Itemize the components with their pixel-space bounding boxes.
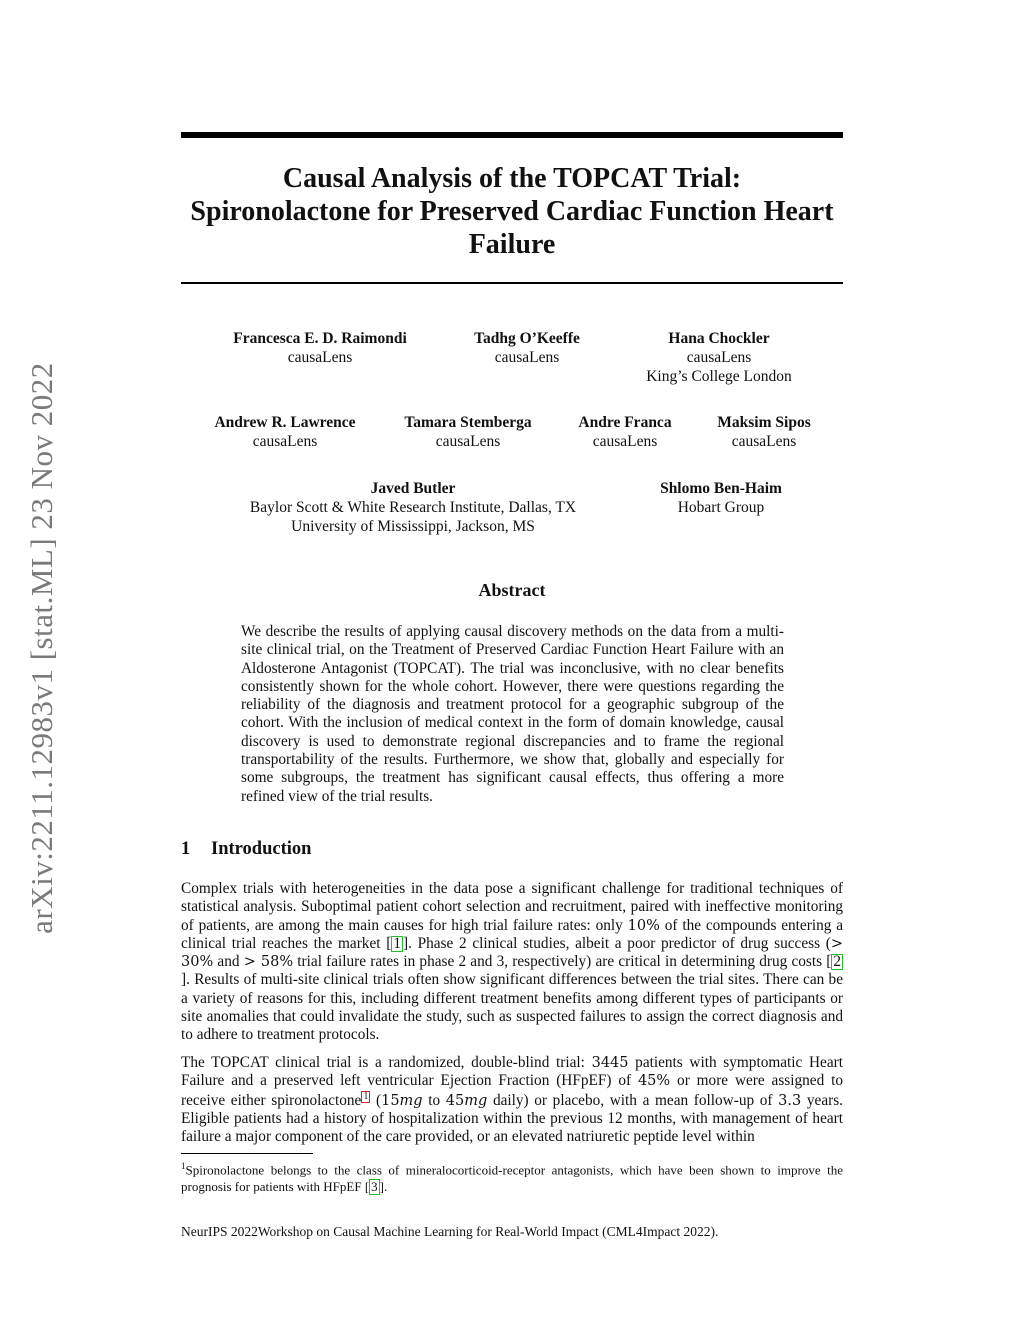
author-name: Tadhg O’Keeffe	[474, 330, 580, 347]
text-run: patients with symptomatic Heart Failure and a preserved left ventricular Ejection Fraction (HFpEF) of	[181, 1054, 843, 1090]
intro-paragraph-2	[181, 1054, 843, 1146]
author-affiliation: causaLens	[252, 433, 318, 450]
author-name: Javed Butler	[370, 480, 456, 497]
footnote: $^1$Spironolactone belongs to the class of mineralocorticoid-receptor antagonists, which have been shown to improve the prognosis for patients with HFpEF [ 3 ].	[181, 1161, 843, 1195]
author-affiliation: King’s College London	[646, 368, 792, 385]
text-run: or more were assigned to receive either spironolactone	[181, 1072, 843, 1109]
title-bottom-rule	[181, 282, 843, 284]
text-run: trial failure rates in phase 2 and 3, respectively) are critical in determining drug costs	[293, 953, 827, 971]
author-block	[404, 413, 531, 451]
math-inline: mg	[464, 1092, 488, 1109]
arxiv-identifier: arXiv:2211.12983v1 [stat.ML] 23 Nov 2022	[24, 362, 59, 934]
author-affiliation: Baylor Scott & White Research Institute, Dallas, TX	[249, 499, 577, 516]
text-run: (	[370, 1091, 382, 1109]
text-run: . Phase 2 clinical studies, albeit a poor predictor of drug success (	[408, 934, 831, 952]
math-inline: 45%	[637, 1073, 671, 1090]
intro-paragraph-1: Complex trials with heterogeneities in the data pose a significant challenge for traditional techniques of statistical analysis. Suboptimal patient cohort selection and recruitment, paired with ineffective monitoring of patients, are among the main causes for high trial failure rates: only 10% of the compounds entering a clinical trial reaches the market [ 1 ]. Phase 2 clinical studies, albeit a poor predictor of drug success (> 30% and > 58% trial failure rates in phase 2 and 3, respectively) are critical in determining drug costs [ 2]. Results of multi-site clinical trials often show significant differences between the trial sites. There can be a variety of reasons for this, including different treatment benefits among different types of participants or site anomalies that could invalidate the study, such as suspected failures to assign the correct diagnosis and to adhere to treatment protocols.	[181, 880, 844, 1044]
author-affiliation: causaLens	[731, 433, 797, 450]
venue-line: NeurIPS 2022Workshop on Causal Machine Learning for Real-World Impact (CML4Impact 2022).	[181, 1224, 719, 1239]
section-title: Introduction	[211, 839, 312, 859]
math-inline: 3.3	[778, 1092, 802, 1109]
math-inline: 15	[381, 1092, 400, 1109]
author-name: Maksim Sipos	[717, 414, 811, 431]
author-affiliation: causaLens	[592, 433, 658, 450]
abstract-body: We describe the results of applying causal discovery methods on the data from a multi-site clinical trial, on the Treatment of Preserved Cardiac Function Heart Failure with an Aldosterone Antagonist (TOPCAT). The trial was inconclusive, with no clear benefits consistently shown for the whole cohort. However, there were questions regarding the reliability of the diagnosis and treatment protocol for a geographic subgroup of the cohort. With the inclusion of medical context in the form of domain knowledge, causal discovery is used to demonstrate regional discrepancies and to frame the regional transportability of the results. Furthermore, we show that, globally and especially for some subgroups, the treatment has significant causal effects, thus offering a more refined view of the trial results.	[241, 623, 784, 805]
footnote-mark: 1	[181, 1161, 186, 1171]
section-heading	[181, 839, 311, 860]
author-block	[474, 329, 580, 367]
author-affiliation: causaLens	[287, 349, 353, 366]
math-inline: > 58%	[243, 954, 294, 971]
section-number: 1	[181, 839, 191, 859]
author-affiliation: causaLens	[686, 349, 752, 366]
title-line-3: Failure	[468, 229, 556, 260]
title-line-1: Causal Analysis of the TOPCAT Trial:	[282, 163, 742, 194]
author-name: Andrew R. Lawrence	[214, 414, 356, 431]
text-run: .	[384, 1179, 388, 1195]
author-block	[646, 329, 792, 386]
author-block	[578, 413, 671, 451]
text-run: years. Eligible patients had a history of hospitalization within the previous 12 months, with management of heart failure a major component of the care provided, or an elevated natriuretic peptide level within	[181, 1091, 843, 1146]
author-name: Andre Franca	[578, 414, 672, 431]
author-name: Francesca E. D. Raimondi	[233, 330, 407, 347]
title-line-2: Spironolactone for Preserved Cardiac Function Heart	[190, 196, 834, 227]
text-run: of the compounds entering a clinical trial reaches the market	[181, 916, 844, 952]
title-top-rule	[181, 132, 843, 138]
footnote-link[interactable]: 1	[363, 1090, 369, 1102]
author-affiliation: causaLens	[494, 349, 560, 366]
author-affiliation: University of Mississippi, Jackson, MS	[291, 518, 535, 535]
author-block	[214, 413, 355, 451]
author-block	[250, 479, 576, 536]
math-inline: > 30%	[181, 935, 843, 971]
text-run: Complex trials with heterogeneities in the data pose a significant challenge for traditional techniques of statistical analysis. Suboptimal patient cohort selection and recruitment, paired with ineffective monitoring of patients, are among the main causes for high trial failure rates: only	[181, 880, 843, 934]
paper-title	[181, 162, 843, 261]
text-run: The TOPCAT clinical trial is a randomized, double-blind trial:	[181, 1054, 592, 1071]
author-affiliation: Hobart Group	[677, 499, 765, 516]
author-block	[233, 329, 407, 367]
author-name: Hana Chockler	[668, 330, 770, 347]
math-inline: mg	[399, 1092, 423, 1109]
text-run: and	[213, 953, 244, 971]
author-name: Shlomo Ben-Haim	[660, 480, 782, 497]
author-name: Tamara Stemberga	[404, 414, 532, 431]
author-block	[660, 479, 782, 517]
author-block	[717, 413, 810, 451]
text-run: Spironolactone belongs to the class of mineralocorticoid-receptor antagonists, which have been shown to improve the prognosis for patients with HFpEF	[181, 1162, 843, 1195]
author-affiliation: causaLens	[435, 433, 501, 450]
text-run: to	[422, 1091, 446, 1109]
abstract-heading: Abstract	[478, 580, 546, 600]
footnote-rule	[181, 1153, 313, 1154]
math-inline: 45	[445, 1092, 465, 1109]
citation-link[interactable]: 2	[833, 953, 841, 971]
text-run: daily) or placebo, with a mean follow-up of	[487, 1091, 779, 1109]
math-inline: 3445	[591, 1055, 629, 1071]
citation-link[interactable]: 3	[371, 1179, 378, 1195]
math-inline: 10%	[627, 917, 660, 934]
citation-link[interactable]: 1	[393, 934, 401, 952]
text-run: . Results of multi-site clinical trials often show significant differences between the trial sites. There can be a variety of reasons for this, including different treatment benefits among different types of participants or site anomalies that could invalidate the study, such as suspected failures to assign the correct diagnosis and to adhere to treatment protocols.	[181, 971, 843, 1044]
